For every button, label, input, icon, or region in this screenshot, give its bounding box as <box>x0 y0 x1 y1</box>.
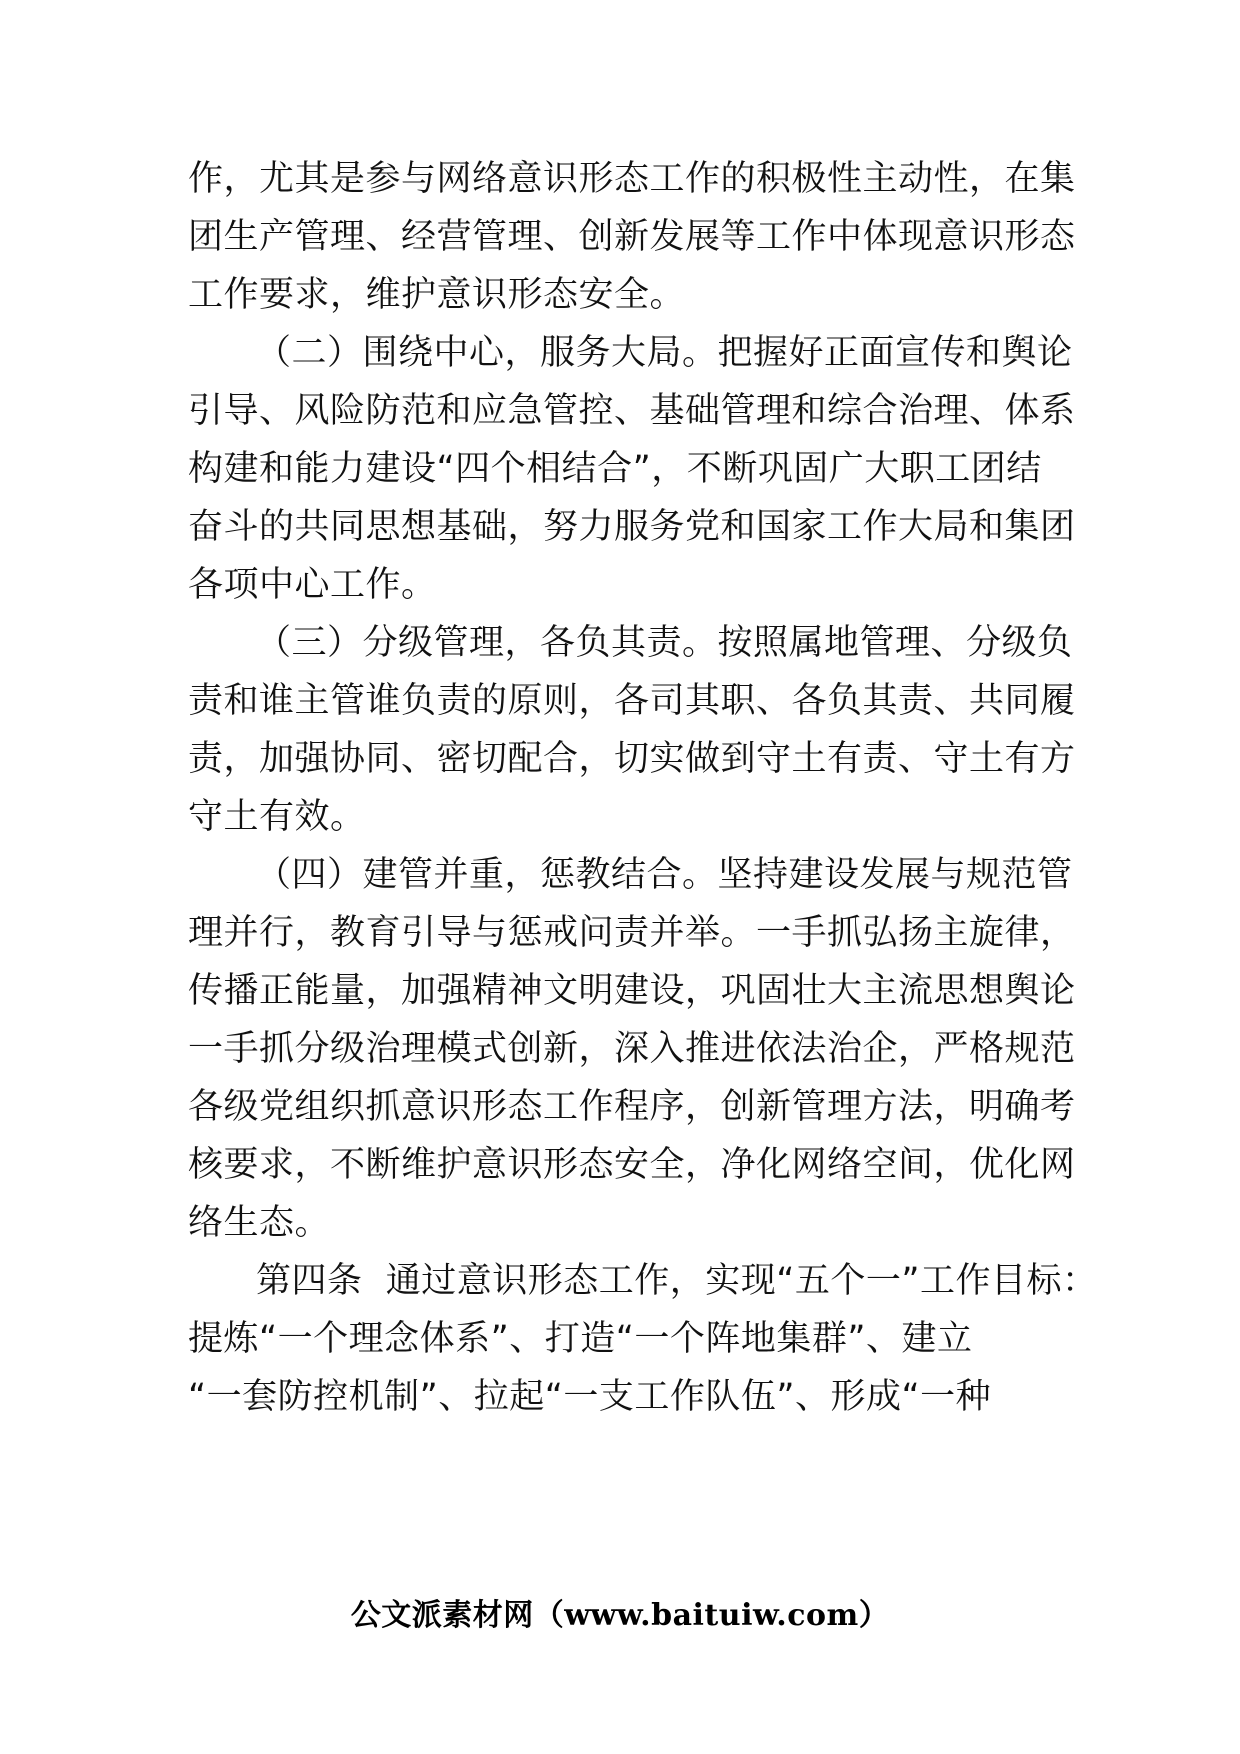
text-line: 传播正能量，加强精神文明建设，巩固壮大主流思想舆论 <box>188 971 1076 1011</box>
text-line: 作，尤其是参与网络意识形态工作的积极性主动性，在集 <box>188 159 1076 199</box>
text-line: 络生态。 <box>188 1203 331 1243</box>
paragraph-heading-2: （二）围绕中心，服务大局。把握好正面宣传和舆论 <box>256 333 1073 373</box>
paragraph-heading-3: （三）分级管理，各负其责。按照属地管理、分级负 <box>256 623 1073 663</box>
text-line: 引导、风险防范和应急管控、基础管理和综合治理、体系 <box>188 391 1076 431</box>
text-line: 各项中心工作。 <box>188 565 437 605</box>
text-line: 理并行，教育引导与惩戒问责并举。一手抓弘扬主旋律， <box>188 913 1076 953</box>
text-line: 各级党组织抓意识形态工作程序，创新管理方法，明确考 <box>188 1087 1076 1127</box>
text-line: 工作要求，维护意识形态安全。 <box>188 275 686 315</box>
text-line: “一套防控机制”、拉起“一支工作队伍”、形成“一种 <box>188 1377 992 1417</box>
watermark-footer: 公文派素材网（www.baituiw.com） <box>350 1598 890 1633</box>
text-line: 责，加强协同、密切配合，切实做到守土有责、守土有方 <box>188 739 1076 779</box>
text-line: 团生产管理、经营管理、创新发展等工作中体现意识形态 <box>188 217 1076 257</box>
text-line: 守土有效。 <box>188 797 366 837</box>
text-line: 核要求，不断维护意识形态安全，净化网络空间，优化网 <box>188 1145 1076 1185</box>
text-line: 责和谁主管谁负责的原则，各司其职、各负其责、共同履 <box>188 681 1076 721</box>
paragraph-heading-4: （四）建管并重，惩教结合。坚持建设发展与规范管 <box>256 855 1073 895</box>
article-4-heading: 第四条 通过意识形态工作，实现“五个一”工作目标： <box>256 1261 1098 1301</box>
text-line: 提炼“一个理念体系”、打造“一个阵地集群”、建立 <box>188 1319 973 1359</box>
text-line: 一手抓分级治理模式创新，深入推进依法治企，严格规范 <box>188 1029 1076 1069</box>
text-line: 奋斗的共同思想基础，努力服务党和国家工作大局和集团 <box>188 507 1076 547</box>
text-line: 构建和能力建设“四个相结合”，不断巩固广大职工团结 <box>188 449 1042 489</box>
